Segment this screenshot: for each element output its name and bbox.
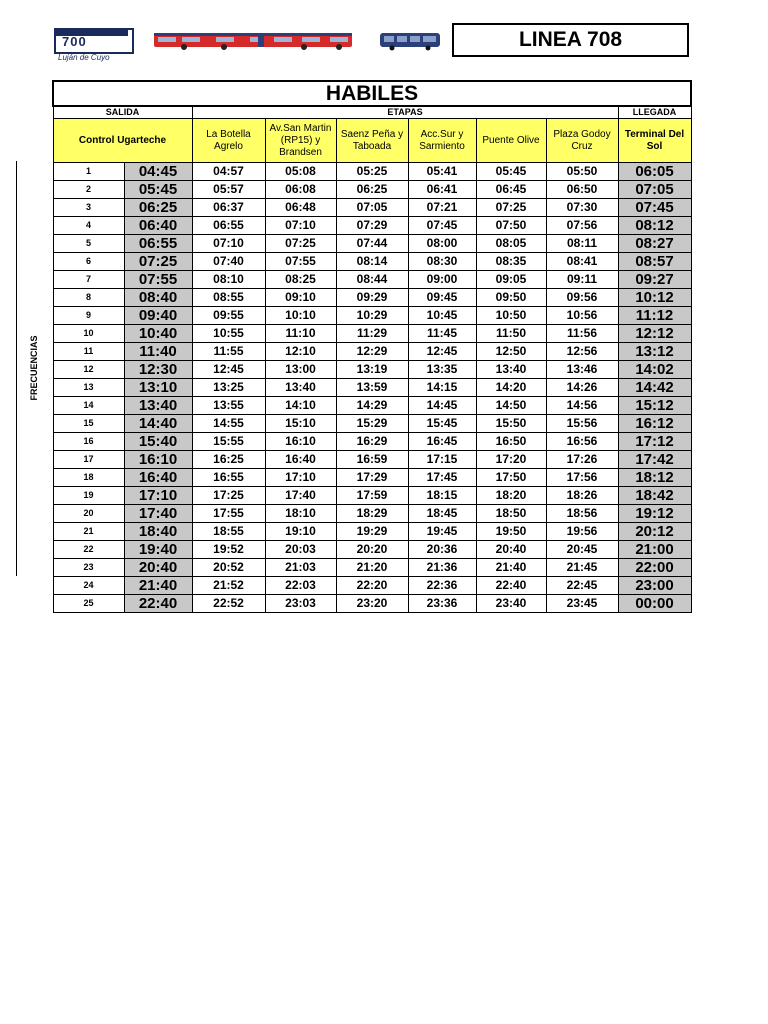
arrival-time: 13:12 (618, 343, 691, 361)
trip-number: 20 (53, 505, 124, 523)
plaza-godoy-cruz-time: 07:30 (546, 199, 618, 217)
saenz-pena-time: 14:29 (336, 397, 408, 415)
acc-sur-time: 12:45 (408, 343, 476, 361)
arrival-time: 12:12 (618, 325, 691, 343)
saenz-pena-time: 07:05 (336, 199, 408, 217)
table-row (53, 487, 691, 505)
saenz-pena-time: 05:25 (336, 163, 408, 181)
departure-time: 05:45 (124, 181, 192, 199)
acc-sur-time: 07:21 (408, 199, 476, 217)
stop-header-av-san-martin: Av.San Martin (RP15) y Brandsen (265, 119, 336, 163)
arrival-time: 18:42 (618, 487, 691, 505)
puente-olive-time: 08:05 (476, 235, 546, 253)
saenz-pena-time: 17:59 (336, 487, 408, 505)
plaza-godoy-cruz-time: 09:56 (546, 289, 618, 307)
av-san-martin-time: 13:00 (265, 361, 336, 379)
table-row (53, 397, 691, 415)
table-row (53, 235, 691, 253)
saenz-pena-time: 18:29 (336, 505, 408, 523)
av-san-martin-time: 18:10 (265, 505, 336, 523)
la-botella-time: 09:55 (192, 307, 265, 325)
la-botella-time: 05:57 (192, 181, 265, 199)
departure-time: 06:55 (124, 235, 192, 253)
plaza-godoy-cruz-time: 06:50 (546, 181, 618, 199)
av-san-martin-time: 16:10 (265, 433, 336, 451)
table-row (53, 289, 691, 307)
trip-number: 17 (53, 451, 124, 469)
departure-time: 10:40 (124, 325, 192, 343)
puente-olive-time: 21:40 (476, 559, 546, 577)
acc-sur-time: 23:36 (408, 595, 476, 613)
salida-header: SALIDA (53, 106, 192, 119)
saenz-pena-time: 20:20 (336, 541, 408, 559)
departure-time: 16:40 (124, 469, 192, 487)
arrival-time: 14:02 (618, 361, 691, 379)
puente-olive-time: 05:45 (476, 163, 546, 181)
table-row (53, 271, 691, 289)
departure-time: 11:40 (124, 343, 192, 361)
trip-number: 16 (53, 433, 124, 451)
plaza-godoy-cruz-time: 19:56 (546, 523, 618, 541)
av-san-martin-time: 07:10 (265, 217, 336, 235)
departure-time: 17:10 (124, 487, 192, 505)
la-botella-time: 13:25 (192, 379, 265, 397)
puente-olive-time: 23:40 (476, 595, 546, 613)
trip-number: 24 (53, 577, 124, 595)
saenz-pena-time: 13:19 (336, 361, 408, 379)
logo-number: 700 (62, 34, 87, 49)
departure-time: 18:40 (124, 523, 192, 541)
logo-subtitle: Luján de Cuyo (58, 53, 110, 62)
la-botella-time: 17:55 (192, 505, 265, 523)
av-san-martin-time: 07:25 (265, 235, 336, 253)
table-row (53, 577, 691, 595)
arrival-time: 16:12 (618, 415, 691, 433)
arrival-time: 14:42 (618, 379, 691, 397)
departure-time: 07:25 (124, 253, 192, 271)
arrival-time: 10:12 (618, 289, 691, 307)
line-title: LINEA 708 (452, 23, 689, 57)
plaza-godoy-cruz-time: 15:56 (546, 415, 618, 433)
la-botella-time: 18:55 (192, 523, 265, 541)
acc-sur-time: 08:00 (408, 235, 476, 253)
acc-sur-time: 16:45 (408, 433, 476, 451)
departure-time: 13:10 (124, 379, 192, 397)
bus-icon (378, 31, 442, 51)
av-san-martin-time: 19:10 (265, 523, 336, 541)
plaza-godoy-cruz-time: 20:45 (546, 541, 618, 559)
acc-sur-time: 14:45 (408, 397, 476, 415)
arrival-time: 08:57 (618, 253, 691, 271)
arrival-time: 23:00 (618, 577, 691, 595)
plaza-godoy-cruz-time: 10:56 (546, 307, 618, 325)
arrival-time: 06:05 (618, 163, 691, 181)
arrival-time: 00:00 (618, 595, 691, 613)
arrival-time: 08:12 (618, 217, 691, 235)
table-row (53, 181, 691, 199)
puente-olive-time: 17:50 (476, 469, 546, 487)
trip-number: 19 (53, 487, 124, 505)
acc-sur-time: 18:15 (408, 487, 476, 505)
av-san-martin-time: 23:03 (265, 595, 336, 613)
saenz-pena-time: 06:25 (336, 181, 408, 199)
departure-time: 13:40 (124, 397, 192, 415)
plaza-godoy-cruz-time: 07:56 (546, 217, 618, 235)
table-row (53, 541, 691, 559)
plaza-godoy-cruz-time: 22:45 (546, 577, 618, 595)
plaza-godoy-cruz-time: 13:46 (546, 361, 618, 379)
plaza-godoy-cruz-time: 05:50 (546, 163, 618, 181)
departure-time: 17:40 (124, 505, 192, 523)
saenz-pena-time: 22:20 (336, 577, 408, 595)
acc-sur-time: 22:36 (408, 577, 476, 595)
departure-time: 14:40 (124, 415, 192, 433)
line-logo (54, 28, 132, 52)
saenz-pena-time: 15:29 (336, 415, 408, 433)
plaza-godoy-cruz-time: 14:56 (546, 397, 618, 415)
saenz-pena-time: 16:59 (336, 451, 408, 469)
plaza-godoy-cruz-time: 12:56 (546, 343, 618, 361)
av-san-martin-time: 16:40 (265, 451, 336, 469)
arrival-time: 20:12 (618, 523, 691, 541)
av-san-martin-time: 13:40 (265, 379, 336, 397)
acc-sur-time: 15:45 (408, 415, 476, 433)
la-botella-time: 20:52 (192, 559, 265, 577)
saenz-pena-time: 08:44 (336, 271, 408, 289)
trip-number: 23 (53, 559, 124, 577)
arrival-time: 21:00 (618, 541, 691, 559)
table-row (53, 307, 691, 325)
saenz-pena-time: 09:29 (336, 289, 408, 307)
puente-olive-time: 22:40 (476, 577, 546, 595)
table-row (53, 505, 691, 523)
departure-time: 06:40 (124, 217, 192, 235)
puente-olive-time: 08:35 (476, 253, 546, 271)
la-botella-time: 14:55 (192, 415, 265, 433)
av-san-martin-time: 14:10 (265, 397, 336, 415)
departure-time: 16:10 (124, 451, 192, 469)
la-botella-time: 17:25 (192, 487, 265, 505)
stop-header-control-ugarteche: Control Ugarteche (53, 119, 192, 163)
puente-olive-time: 09:05 (476, 271, 546, 289)
departure-time: 12:30 (124, 361, 192, 379)
plaza-godoy-cruz-time: 08:11 (546, 235, 618, 253)
acc-sur-time: 21:36 (408, 559, 476, 577)
la-botella-time: 22:52 (192, 595, 265, 613)
frequency-bracket-line (16, 161, 17, 576)
puente-olive-time: 14:50 (476, 397, 546, 415)
saenz-pena-time: 11:29 (336, 325, 408, 343)
av-san-martin-time: 05:08 (265, 163, 336, 181)
la-botella-time: 07:10 (192, 235, 265, 253)
trip-number: 8 (53, 289, 124, 307)
la-botella-time: 21:52 (192, 577, 265, 595)
arrival-time: 19:12 (618, 505, 691, 523)
puente-olive-time: 11:50 (476, 325, 546, 343)
plaza-godoy-cruz-time: 16:56 (546, 433, 618, 451)
acc-sur-time: 19:45 (408, 523, 476, 541)
la-botella-time: 16:25 (192, 451, 265, 469)
trip-number: 2 (53, 181, 124, 199)
departure-time: 07:55 (124, 271, 192, 289)
av-san-martin-time: 15:10 (265, 415, 336, 433)
puente-olive-time: 06:45 (476, 181, 546, 199)
trip-number: 13 (53, 379, 124, 397)
av-san-martin-time: 12:10 (265, 343, 336, 361)
table-row (53, 253, 691, 271)
plaza-godoy-cruz-time: 17:26 (546, 451, 618, 469)
table-row (53, 163, 691, 181)
departure-time: 09:40 (124, 307, 192, 325)
departure-time: 06:25 (124, 199, 192, 217)
stop-header-la-botella: La Botella Agrelo (192, 119, 265, 163)
table-row (53, 559, 691, 577)
stop-header-plaza-godoy-cruz: Plaza Godoy Cruz (546, 119, 618, 163)
etapas-header: ETAPAS (192, 106, 618, 119)
stop-header-acc-sur: Acc.Sur y Sarmiento (408, 119, 476, 163)
trip-number: 15 (53, 415, 124, 433)
departure-time: 19:40 (124, 541, 192, 559)
la-botella-time: 08:55 (192, 289, 265, 307)
arrival-time: 17:42 (618, 451, 691, 469)
trip-number: 22 (53, 541, 124, 559)
stop-header-terminal-del-sol: Terminal Del Sol (618, 119, 691, 163)
av-san-martin-time: 10:10 (265, 307, 336, 325)
table-row (53, 361, 691, 379)
plaza-godoy-cruz-time: 21:45 (546, 559, 618, 577)
av-san-martin-time: 17:10 (265, 469, 336, 487)
av-san-martin-time: 11:10 (265, 325, 336, 343)
acc-sur-time: 11:45 (408, 325, 476, 343)
trip-number: 1 (53, 163, 124, 181)
puente-olive-time: 15:50 (476, 415, 546, 433)
acc-sur-time: 05:41 (408, 163, 476, 181)
arrival-time: 07:05 (618, 181, 691, 199)
plaza-godoy-cruz-time: 08:41 (546, 253, 618, 271)
la-botella-time: 04:57 (192, 163, 265, 181)
trip-number: 14 (53, 397, 124, 415)
la-botella-time: 10:55 (192, 325, 265, 343)
av-san-martin-time: 07:55 (265, 253, 336, 271)
acc-sur-time: 07:45 (408, 217, 476, 235)
frequency-label: FRECUENCIAS (29, 335, 39, 401)
saenz-pena-time: 12:29 (336, 343, 408, 361)
trip-number: 4 (53, 217, 124, 235)
table-row (53, 523, 691, 541)
saenz-pena-time: 19:29 (336, 523, 408, 541)
table-row (53, 325, 691, 343)
acc-sur-time: 08:30 (408, 253, 476, 271)
av-san-martin-time: 09:10 (265, 289, 336, 307)
table-row (53, 451, 691, 469)
puente-olive-time: 07:25 (476, 199, 546, 217)
table-row (53, 595, 691, 613)
table-row (53, 415, 691, 433)
puente-olive-time: 07:50 (476, 217, 546, 235)
trip-number: 18 (53, 469, 124, 487)
la-botella-time: 19:52 (192, 541, 265, 559)
av-san-martin-time: 08:25 (265, 271, 336, 289)
saenz-pena-time: 07:29 (336, 217, 408, 235)
trip-number: 7 (53, 271, 124, 289)
puente-olive-time: 17:20 (476, 451, 546, 469)
departure-time: 04:45 (124, 163, 192, 181)
puente-olive-time: 14:20 (476, 379, 546, 397)
table-row (53, 433, 691, 451)
la-botella-time: 06:37 (192, 199, 265, 217)
arrival-time: 09:27 (618, 271, 691, 289)
table-title: HABILES (53, 81, 691, 106)
la-botella-time: 15:55 (192, 433, 265, 451)
stop-header-saenz-pena: Saenz Peña y Taboada (336, 119, 408, 163)
trip-number: 12 (53, 361, 124, 379)
acc-sur-time: 09:45 (408, 289, 476, 307)
plaza-godoy-cruz-time: 09:11 (546, 271, 618, 289)
acc-sur-time: 18:45 (408, 505, 476, 523)
puente-olive-time: 10:50 (476, 307, 546, 325)
departure-time: 20:40 (124, 559, 192, 577)
plaza-godoy-cruz-time: 11:56 (546, 325, 618, 343)
av-san-martin-time: 20:03 (265, 541, 336, 559)
av-san-martin-time: 06:48 (265, 199, 336, 217)
saenz-pena-time: 16:29 (336, 433, 408, 451)
acc-sur-time: 10:45 (408, 307, 476, 325)
saenz-pena-time: 10:29 (336, 307, 408, 325)
av-san-martin-time: 22:03 (265, 577, 336, 595)
acc-sur-time: 17:45 (408, 469, 476, 487)
puente-olive-time: 12:50 (476, 343, 546, 361)
departure-time: 15:40 (124, 433, 192, 451)
departure-time: 21:40 (124, 577, 192, 595)
plaza-godoy-cruz-time: 14:26 (546, 379, 618, 397)
table-row (53, 379, 691, 397)
puente-olive-time: 18:50 (476, 505, 546, 523)
av-san-martin-time: 17:40 (265, 487, 336, 505)
av-san-martin-time: 21:03 (265, 559, 336, 577)
acc-sur-time: 09:00 (408, 271, 476, 289)
acc-sur-time: 13:35 (408, 361, 476, 379)
puente-olive-time: 20:40 (476, 541, 546, 559)
acc-sur-time: 17:15 (408, 451, 476, 469)
arrival-time: 15:12 (618, 397, 691, 415)
trip-number: 11 (53, 343, 124, 361)
trip-number: 3 (53, 199, 124, 217)
plaza-godoy-cruz-time: 18:56 (546, 505, 618, 523)
articulated-bus-icon (154, 32, 354, 50)
table-row (53, 343, 691, 361)
schedule-table (52, 80, 692, 613)
la-botella-time: 13:55 (192, 397, 265, 415)
arrival-time: 08:27 (618, 235, 691, 253)
puente-olive-time: 16:50 (476, 433, 546, 451)
plaza-godoy-cruz-time: 17:56 (546, 469, 618, 487)
acc-sur-time: 20:36 (408, 541, 476, 559)
saenz-pena-time: 23:20 (336, 595, 408, 613)
table-row (53, 217, 691, 235)
puente-olive-time: 09:50 (476, 289, 546, 307)
saenz-pena-time: 13:59 (336, 379, 408, 397)
saenz-pena-time: 17:29 (336, 469, 408, 487)
puente-olive-time: 19:50 (476, 523, 546, 541)
arrival-time: 22:00 (618, 559, 691, 577)
table-row (53, 469, 691, 487)
acc-sur-time: 14:15 (408, 379, 476, 397)
departure-time: 22:40 (124, 595, 192, 613)
la-botella-time: 08:10 (192, 271, 265, 289)
av-san-martin-time: 06:08 (265, 181, 336, 199)
arrival-time: 11:12 (618, 307, 691, 325)
la-botella-time: 07:40 (192, 253, 265, 271)
saenz-pena-time: 08:14 (336, 253, 408, 271)
puente-olive-time: 18:20 (476, 487, 546, 505)
llegada-header: LLEGADA (618, 106, 691, 119)
trip-number: 6 (53, 253, 124, 271)
table-row (53, 199, 691, 217)
la-botella-time: 11:55 (192, 343, 265, 361)
arrival-time: 18:12 (618, 469, 691, 487)
trip-number: 21 (53, 523, 124, 541)
la-botella-time: 16:55 (192, 469, 265, 487)
puente-olive-time: 13:40 (476, 361, 546, 379)
arrival-time: 17:12 (618, 433, 691, 451)
acc-sur-time: 06:41 (408, 181, 476, 199)
plaza-godoy-cruz-time: 23:45 (546, 595, 618, 613)
la-botella-time: 12:45 (192, 361, 265, 379)
departure-time: 08:40 (124, 289, 192, 307)
la-botella-time: 06:55 (192, 217, 265, 235)
stop-header-puente-olive: Puente Olive (476, 119, 546, 163)
saenz-pena-time: 07:44 (336, 235, 408, 253)
arrival-time: 07:45 (618, 199, 691, 217)
trip-number: 9 (53, 307, 124, 325)
trip-number: 5 (53, 235, 124, 253)
trip-number: 25 (53, 595, 124, 613)
trip-number: 10 (53, 325, 124, 343)
saenz-pena-time: 21:20 (336, 559, 408, 577)
plaza-godoy-cruz-time: 18:26 (546, 487, 618, 505)
